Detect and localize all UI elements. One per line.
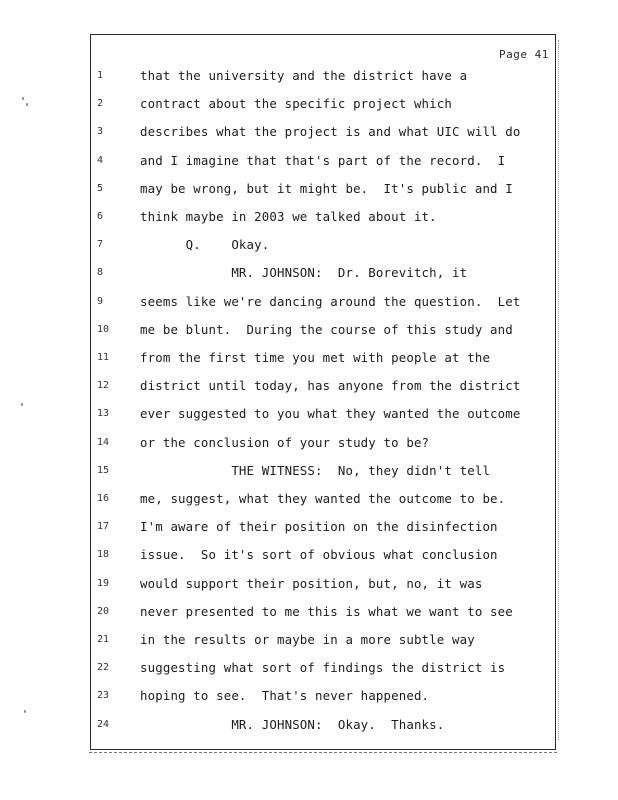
- line-number: 22: [97, 662, 110, 673]
- line-number: 16: [97, 493, 110, 504]
- line-number: 3: [97, 126, 104, 137]
- line-text: ever suggested to you what they wanted the outcome: [140, 406, 521, 421]
- line-text: never presented to me this is what we want to see: [140, 604, 513, 619]
- line-text: describes what the project is and what UIC will do: [140, 124, 521, 139]
- line-number: 18: [97, 549, 110, 560]
- line-text: issue. So it's sort of obvious what conclusion: [140, 547, 498, 562]
- line-text: hoping to see. That's never happened.: [140, 688, 430, 703]
- line-text: or the conclusion of your study to be?: [140, 435, 430, 450]
- line-text: suggesting what sort of findings the district is: [140, 660, 506, 675]
- line-number: 7: [97, 239, 104, 250]
- line-text: that the university and the district have a: [140, 68, 468, 83]
- line-number: 9: [97, 296, 104, 307]
- line-number: 21: [97, 634, 110, 645]
- line-number: 11: [97, 352, 110, 363]
- line-text: me be blunt. During the course of this study and: [140, 322, 513, 337]
- line-number: 8: [97, 267, 104, 278]
- scan-speck: [26, 103, 28, 106]
- line-text: me, suggest, what they wanted the outcome to be.: [140, 491, 506, 506]
- page-number: Page 41: [499, 48, 549, 61]
- scan-speck: [22, 97, 24, 100]
- line-text: seems like we're dancing around the question. Let: [140, 294, 521, 309]
- line-number: 10: [97, 324, 110, 335]
- line-text: THE WITNESS: No, they didn't tell: [140, 463, 491, 478]
- line-number: 23: [97, 690, 110, 701]
- line-number: 4: [97, 155, 104, 166]
- line-text: MR. JOHNSON: Dr. Borevitch, it: [140, 265, 468, 280]
- line-text: in the results or maybe in a more subtle way: [140, 632, 475, 647]
- line-number: 20: [97, 606, 110, 617]
- scan-speck: [21, 403, 23, 406]
- line-text: may be wrong, but it might be. It's public and I: [140, 181, 513, 196]
- line-text: from the first time you met with people at the: [140, 350, 491, 365]
- scan-speck: [24, 710, 26, 713]
- line-text: think maybe in 2003 we talked about it.: [140, 209, 437, 224]
- line-number: 19: [97, 578, 110, 589]
- line-text: contract about the specific project which: [140, 96, 453, 111]
- line-number: 12: [97, 380, 110, 391]
- line-number: 6: [97, 211, 104, 222]
- line-text: and I imagine that that's part of the record. I: [140, 153, 506, 168]
- line-text: I'm aware of their position on the disinfection: [140, 519, 498, 534]
- line-text: MR. JOHNSON: Okay. Thanks.: [140, 717, 445, 732]
- line-number: 5: [97, 183, 104, 194]
- line-number: 1: [97, 70, 104, 81]
- line-number: 17: [97, 521, 110, 532]
- scan-edge-marks: [558, 40, 561, 740]
- line-text: would support their position, but, no, it was: [140, 576, 483, 591]
- line-number: 24: [97, 719, 110, 730]
- line-number: 14: [97, 437, 110, 448]
- line-number: 2: [97, 98, 104, 109]
- line-text: Q. Okay.: [140, 237, 270, 252]
- line-text: district until today, has anyone from the district: [140, 378, 521, 393]
- line-number: 15: [97, 465, 110, 476]
- line-number: 13: [97, 408, 110, 419]
